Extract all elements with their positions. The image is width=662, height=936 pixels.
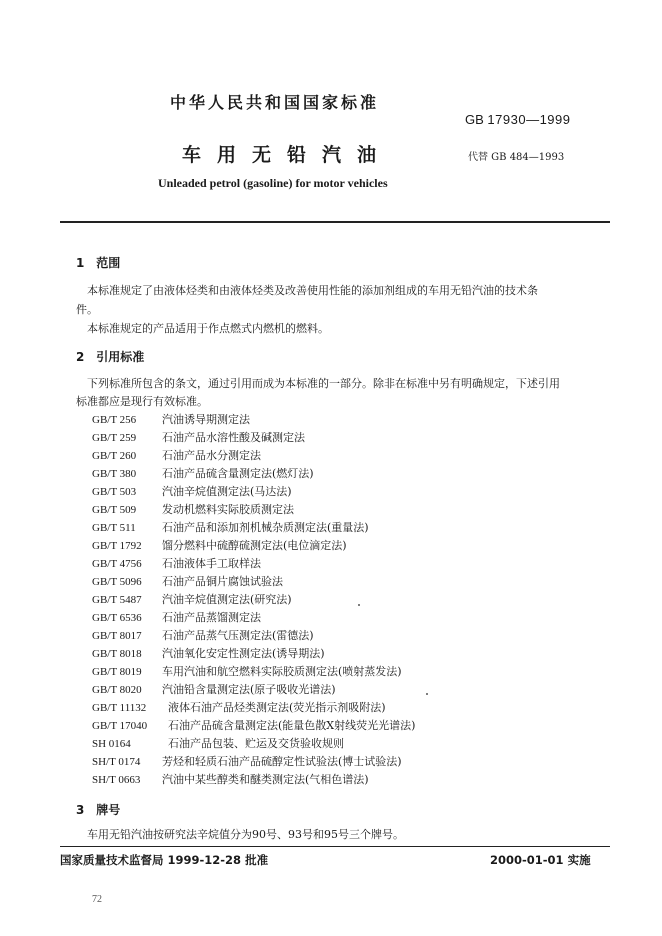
reference-code: GB/T 11132 [92, 702, 147, 714]
document-title: 车用无铅汽油 [182, 144, 393, 166]
reference-code: GB/T 256 [92, 414, 137, 426]
reference-title: 液体石油产品烃类测定法(荧光指示剂吸附法) [168, 701, 386, 714]
reference-code: SH 0164 [92, 738, 131, 750]
footer-divider [60, 846, 610, 847]
reference-code: GB/T 8017 [92, 630, 142, 642]
standard-number [465, 112, 571, 127]
country-standard-heading: 中华人民共和国国家标准 [170, 93, 380, 112]
reference-item [92, 663, 402, 679]
reference-item [92, 735, 344, 751]
reference-code: GB/T 380 [92, 468, 137, 480]
page-number: 72 [92, 894, 102, 905]
paragraph-line: 标准都应是现行有效标准。 [76, 395, 208, 408]
paragraph-line: 件。 [76, 303, 98, 316]
reference-item [92, 717, 415, 733]
reference-item [92, 609, 261, 625]
reference-code: GB/T 8019 [92, 666, 142, 678]
reference-code: GB/T 5096 [92, 576, 142, 588]
paragraph-line: 车用无铅汽油按研究法辛烷值分为90号、93号和95号三个牌号。 [87, 828, 404, 841]
section-number: 2 [76, 350, 85, 364]
reference-item [92, 537, 347, 553]
reference-title: 石油产品硫含量测定法(燃灯法) [162, 467, 314, 480]
reference-item [92, 447, 261, 463]
paragraph-line: 本标准规定了由液体烃类和由液体烃类及改善使用性能的添加剂组成的车用无铅汽油的技术条 [87, 284, 538, 297]
reference-title: 汽油辛烷值测定法(研究法) [162, 593, 292, 606]
reference-code: SH/T 0663 [92, 774, 141, 786]
scan-speck [426, 693, 428, 695]
reference-item [92, 465, 314, 481]
reference-title: 石油产品蒸气压测定法(雷德法) [162, 629, 314, 642]
section-title: 牌号 [96, 803, 121, 817]
reference-item [92, 681, 336, 697]
reference-title: 馏分燃料中硫醇硫测定法(电位滴定法) [162, 539, 347, 552]
reference-item [92, 555, 261, 571]
reference-code: GB/T 17040 [92, 720, 148, 732]
header-divider [60, 221, 610, 223]
reference-title: 发动机燃料实际胶质测定法 [162, 503, 294, 516]
reference-item [92, 627, 314, 643]
reference-title: 汽油辛烷值测定法(马达法) [162, 485, 292, 498]
reference-item [92, 483, 292, 499]
section-title: 范围 [96, 256, 121, 270]
approval-note: 国家质量技术监督局 1999-12-28 批准 [60, 853, 269, 867]
reference-code: GB/T 8020 [92, 684, 142, 696]
reference-item [92, 699, 386, 715]
reference-title: 石油产品铜片腐蚀试验法 [162, 575, 283, 588]
reference-title: 汽油氧化安定性测定法(诱导期法) [162, 647, 325, 660]
reference-code: GB/T 1792 [92, 540, 142, 552]
reference-title: 石油产品硫含量测定法(能量色散X射线荧光光谱法) [168, 719, 416, 732]
section-number: 1 [76, 256, 85, 270]
reference-title: 石油产品包装、贮运及交货验收规则 [168, 737, 344, 750]
reference-code: SH/T 0174 [92, 756, 141, 768]
section-number: 3 [76, 803, 85, 817]
reference-code: GB/T 6536 [92, 612, 142, 624]
standard-code: 17930—1999 [487, 112, 571, 127]
reference-title: 石油产品和添加剂机械杂质测定法(重量法) [162, 521, 369, 534]
reference-code: GB/T 503 [92, 486, 137, 498]
reference-item [92, 411, 250, 427]
reference-title: 车用汽油和航空燃料实际胶质测定法(喷射蒸发法) [162, 665, 402, 678]
section-heading-1 [76, 254, 120, 271]
reference-title: 石油产品水分测定法 [162, 449, 261, 462]
reference-item [92, 753, 402, 769]
reference-title: 汽油中某些醇类和醚类测定法(气相色谱法) [162, 773, 369, 786]
reference-item [92, 591, 292, 607]
section-heading-3 [76, 801, 120, 818]
reference-code: GB/T 5487 [92, 594, 142, 606]
paragraph-line: 本标准规定的产品适用于作点燃式内燃机的燃料。 [87, 322, 329, 335]
paragraph-line: 下列标准所包含的条文，通过引用而成为本标准的一部分。除非在标准中另有明确规定，下述引用 [87, 377, 560, 390]
reference-title: 汽油诱导期测定法 [162, 413, 250, 426]
reference-code: GB/T 509 [92, 504, 137, 516]
reference-code: GB/T 260 [92, 450, 137, 462]
reference-item [92, 501, 294, 517]
reference-title: 石油产品蒸馏测定法 [162, 611, 261, 624]
implementation-date: 2000-01-01 实施 [490, 853, 591, 867]
standard-prefix: GB [465, 112, 484, 127]
replaces-note: 代替 GB 484—1993 [468, 152, 565, 163]
reference-code: GB/T 259 [92, 432, 137, 444]
reference-code: GB/T 4756 [92, 558, 142, 570]
section-heading-2 [76, 348, 144, 365]
document-title-english: Unleaded petrol (gasoline) for motor vehicles [158, 176, 388, 190]
reference-title: 石油液体手工取样法 [162, 557, 261, 570]
reference-item [92, 645, 325, 661]
scan-speck [358, 604, 360, 606]
reference-item [92, 429, 305, 445]
reference-title: 石油产品水溶性酸及碱测定法 [162, 431, 305, 444]
reference-item [92, 519, 369, 535]
reference-code: GB/T 8018 [92, 648, 142, 660]
reference-title: 芳烃和轻质石油产品硫醇定性试验法(博士试验法) [162, 755, 402, 768]
reference-item [92, 573, 283, 589]
reference-code: GB/T 511 [92, 522, 136, 534]
section-title: 引用标准 [96, 350, 145, 364]
reference-item [92, 771, 369, 787]
reference-title: 汽油铅含量测定法(原子吸收光谱法) [162, 683, 336, 696]
